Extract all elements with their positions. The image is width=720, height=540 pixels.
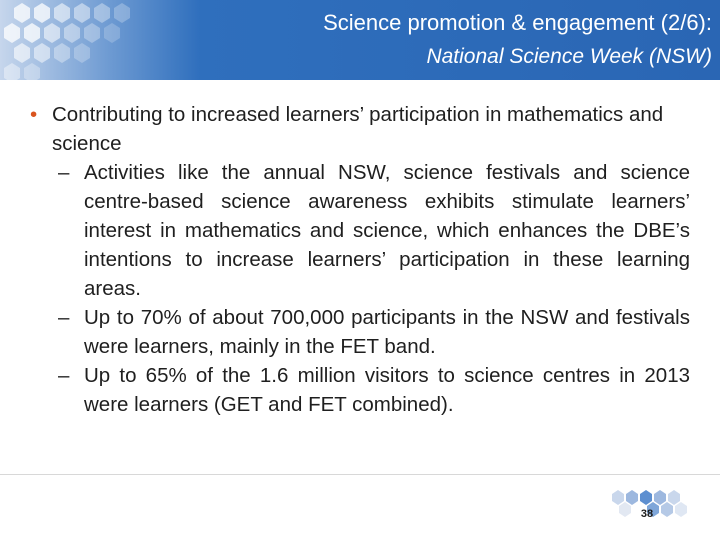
hexagon-pattern-icon [0,0,180,80]
sub-item-visitors [30,361,690,419]
bullet-marker: • [30,103,38,126]
sub-item-participants [30,303,690,361]
footer-divider [0,474,720,475]
dash-marker: – [58,306,70,329]
sub-item-text: Up to 65% of the 1.6 million visitors to science centres in 2013 were learners (GET and FET combined). [84,364,690,416]
sub-item-activities [30,158,690,303]
sub-item-text: Activities like the annual NSW, science festivals and science centre-based science awareness exhibits stimulate learners’ interest in mathematics and science, which enhances the DBE’s intentions to increase learners’ participation in these learning areas. [84,161,690,300]
page-number: 38 [640,508,654,520]
page-title: Science promotion & engagement (2/6): [323,10,712,35]
page-subtitle: National Science Week (NSW) [426,45,712,68]
hexagon-logo-icon [600,486,700,526]
bullet-text: Contributing to increased learners’ participation in mathematics and science [52,103,664,155]
dash-marker: – [58,161,70,184]
dash-marker: – [58,364,70,387]
sub-item-text: Up to 70% of about 700,000 participants in the NSW and festivals were learners, mainly in the FET band. [84,306,690,358]
slide-content [30,100,690,419]
bullet-item [30,100,690,158]
header-bar [0,0,720,80]
